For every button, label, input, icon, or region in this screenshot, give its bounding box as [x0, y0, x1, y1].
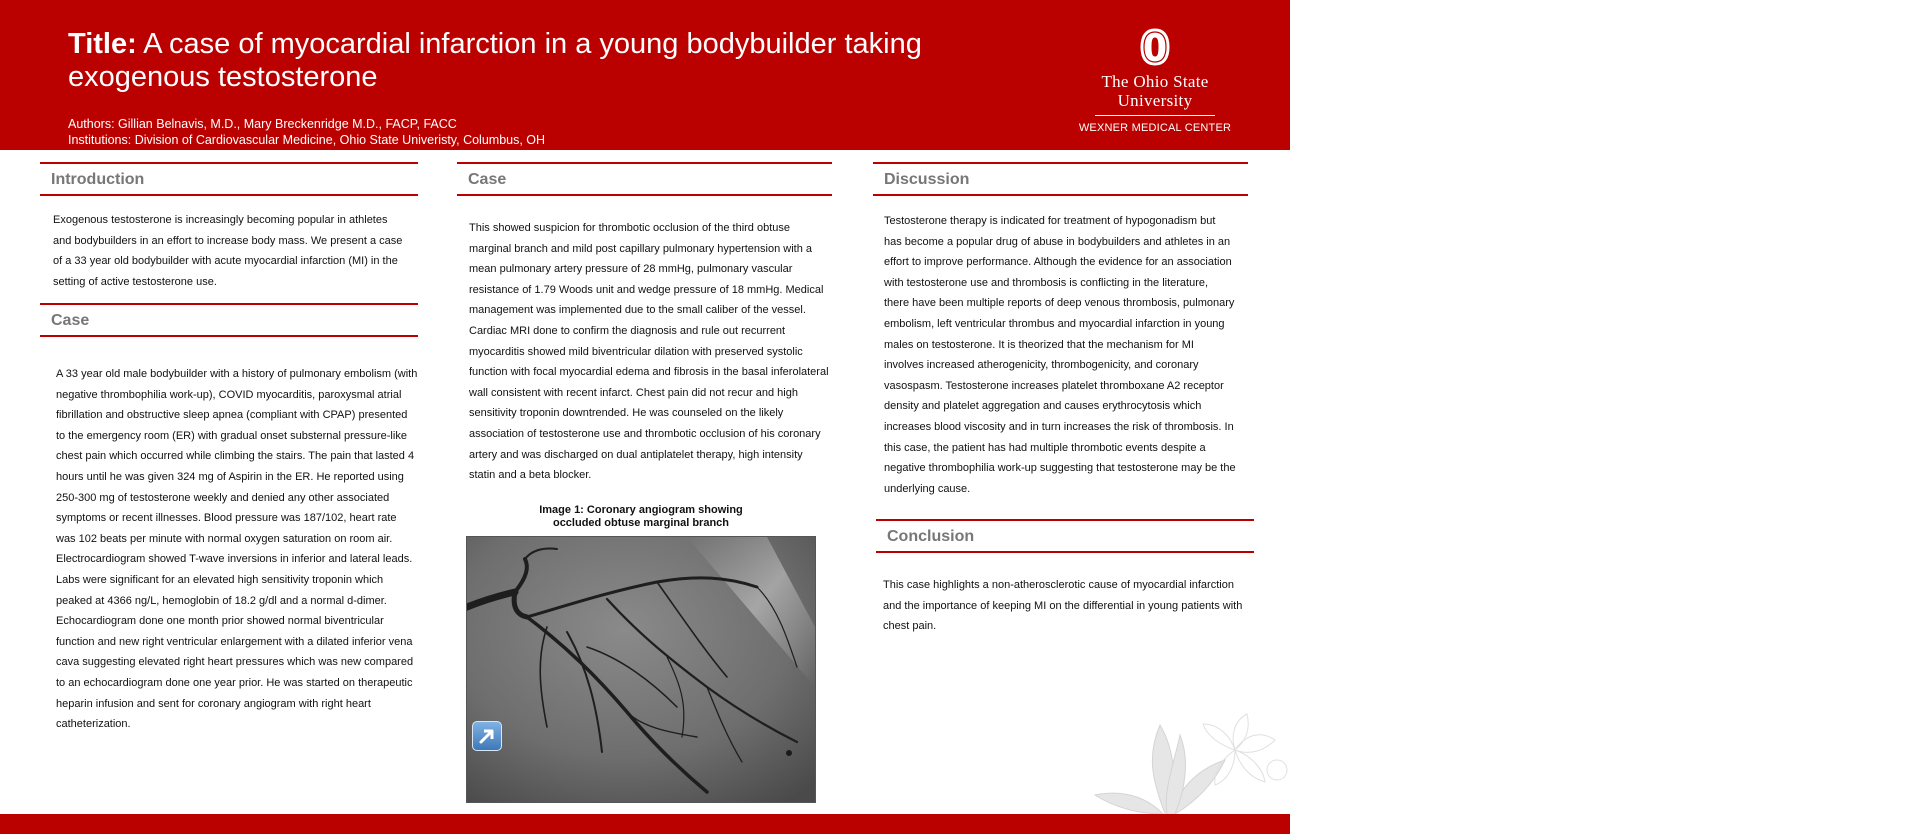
figure-caption — [466, 504, 816, 530]
coronary-angiogram-image — [466, 536, 816, 803]
introduction-heading-text: Introduction — [51, 171, 145, 188]
poster-header — [0, 0, 1290, 150]
case-left-text: A 33 year old male bodybuilder with a history of pulmonary embolism (with negative thrombophilia work-up), COVID myocarditis, paroxysmal atrial fibrillation and obstructive sleep apnea (compliant with CPAP) presented to the emergency room (ER) with gradual onset substernal pressure-like chest pain which occurred while climbing the stairs. The pain that lasted 4 hours until he was given 324 mg of Aspirin in the ER. He reported using 250-300 mg of testosterone weekly and denied any other associated symptoms or recent illnesses. Blood pressure was 187/102, heart rate was 102 beats per minute with normal oxygen saturation on room air. Electrocardiogram showed T-wave inversions in inferior and lateral leads. Labs were significant for an elevated high sensitivity troponin which peaked at 4366 ng/L, hemoglobin of 18.2 g/dl and a normal d-dimer. Echocardiogram done one month prior showed normal biventricular function and new right ventricular enlargement with a dilated inferior vena cava suggesting elevated right heart pressures which was new compared to an echocardiogram done one year prior. He was started on therapeutic heparin infusion and sent for coronary angiogram with right heart catheterization. — [56, 368, 418, 731]
figure-caption-line-2: occluded obtuse marginal branch — [552, 517, 730, 529]
logo-line-3: WEXNER MEDICAL CENTER — [1078, 122, 1232, 134]
conclusion-text: This case highlights a non-atherosclerotic cause of myocardial infarction and the importance of keeping MI on the differential in young patients with chest pain. — [883, 579, 1243, 633]
logo-divider — [1095, 115, 1215, 116]
case-left-heading-text: Case — [51, 312, 90, 329]
poster-footer-bar — [0, 814, 1290, 834]
case-left-heading — [40, 303, 418, 337]
discussion-text: Testosterone therapy is indicated for treatment of hypogonadism but has become a popular drug of abuse in bodybuilders and athletes in an effort to improve performance. Although the evidence for an association with testosterone use and thrombosis is conflicting in the literature, there have been multiple reports of deep venous thrombosis, pulmonary embolism, left ventricular thrombus and myocardial infarction in young males on testosterone. It is theorized that the mechanism for MI involves increased atherogenicity, thrombogenicity, and coronary vasospasm. Testosterone increases platelet thromboxane A2 receptor density and platelet aggregation and causes erythrocytosis which increases blood viscosity and in turn increases the risk of thrombosis. In this case, the patient has had multiple thrombotic events despite a negative thrombophilia work-up suggesting that testosterone may be the underlying cause. — [884, 215, 1236, 495]
poster-title — [68, 28, 948, 94]
discussion-heading-text: Discussion — [884, 171, 970, 188]
authors-block — [68, 116, 545, 148]
expand-arrow-icon[interactable] — [472, 721, 502, 751]
case-middle-text: This showed suspicion for thrombotic occlusion of the third obtuse marginal branch and mild post capillary pulmonary hypertension with a mean pulmonary artery pressure of 28 mmHg, pulmonary vascular resistance of 1.79 Woods unit and wedge pressure of 18 mmHg. Medical management was implemented due to the small caliber of the vessel. Cardiac MRI done to confirm the diagnosis and rule out recurrent myocarditis showed mild biventricular dilation with preserved systolic function with focal myocardial edema and fibrosis in the basal inferolateral wall consistent with recent infarct. Chest pain did not recur and high sensitivity troponin downtrended. He was counseled on the likely association of testosterone use and thrombotic occlusion of his coronary artery and was discharged on dual antiplatelet therapy, high intensity statin and a beta blocker. — [469, 222, 829, 482]
conclusion-heading — [876, 519, 1254, 553]
expand-arrow-glyph — [473, 722, 501, 750]
buckeye-leaf-icon — [1085, 690, 1290, 814]
university-logo — [1075, 28, 1235, 134]
introduction-heading — [40, 162, 418, 196]
institutions-line: Institutions: Division of Cardiovascular Medicine, Ohio State Univeristy, Columbus, OH — [68, 133, 546, 147]
conclusion-heading-text: Conclusion — [887, 528, 975, 545]
case-middle-heading — [457, 162, 832, 196]
introduction-text: Exogenous testosterone is increasingly becoming popular in athletes and bodybuilders in an effort to increase body mass. We present a case of a 33 year old bodybuilder with acute myocardial infarction (MI) in the setting of active testosterone use. — [53, 214, 403, 288]
title-text: A case of myocardial infarction in a young bodybuilder taking exogenous testosterone — [68, 28, 922, 93]
logo-line-2: University — [1117, 91, 1193, 110]
case-middle-heading-text: Case — [468, 171, 507, 188]
angiogram-drawing — [467, 537, 815, 802]
title-lead: Title: — [68, 28, 137, 60]
authors-line: Authors: Gillian Belnavis, M.D., Mary Breckenridge M.D., FACP, FACC — [68, 117, 457, 131]
figure-caption-line-1: Image 1: Coronary angiogram showing — [539, 504, 743, 516]
block-o-logo-icon — [1140, 28, 1170, 66]
logo-line-1: The Ohio State — [1101, 72, 1209, 91]
discussion-heading — [873, 162, 1248, 196]
